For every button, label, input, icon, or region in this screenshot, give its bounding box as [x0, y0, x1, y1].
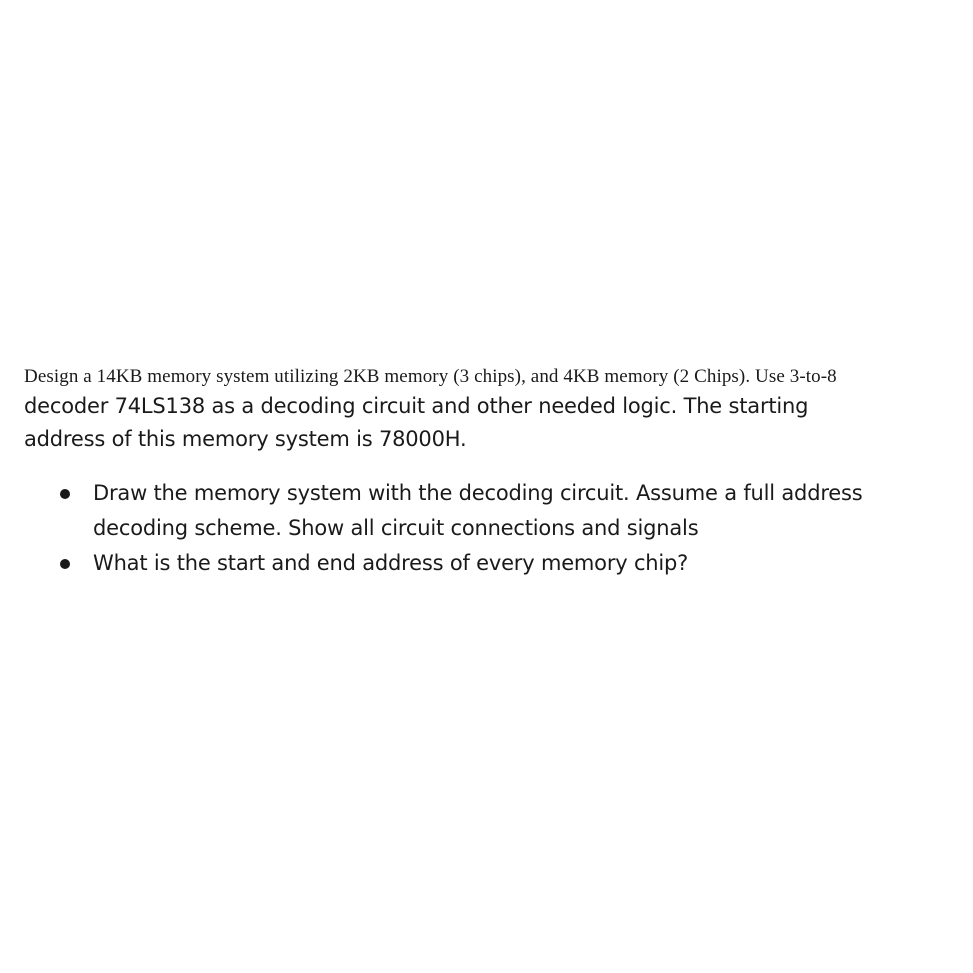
- question-2-line-1: What is the start and end address of every memory chip?: [93, 551, 689, 575]
- bullet-icon: [60, 489, 70, 499]
- question-item: [24, 476, 944, 546]
- question-text: [93, 476, 913, 546]
- problem-statement: [24, 364, 944, 581]
- intro-line-3: address of this memory system is 78000H.: [24, 427, 467, 451]
- question-1-line-2: decoding scheme. Show all circuit connections and signals: [93, 516, 699, 540]
- intro-line-1: Design a 14KB memory system utilizing 2KB memory (3 chips), and 4KB memory (2 Chips). Use 3-to-8: [24, 366, 837, 387]
- question-text: [93, 546, 913, 581]
- question-1-line-1: Draw the memory system with the decoding circuit. Assume a full address: [93, 481, 863, 505]
- question-list: [24, 476, 944, 581]
- bullet-icon: [60, 559, 70, 569]
- question-item: [24, 546, 944, 581]
- intro-line-2: decoder 74LS138 as a decoding circuit and other needed logic. The starting: [24, 394, 809, 418]
